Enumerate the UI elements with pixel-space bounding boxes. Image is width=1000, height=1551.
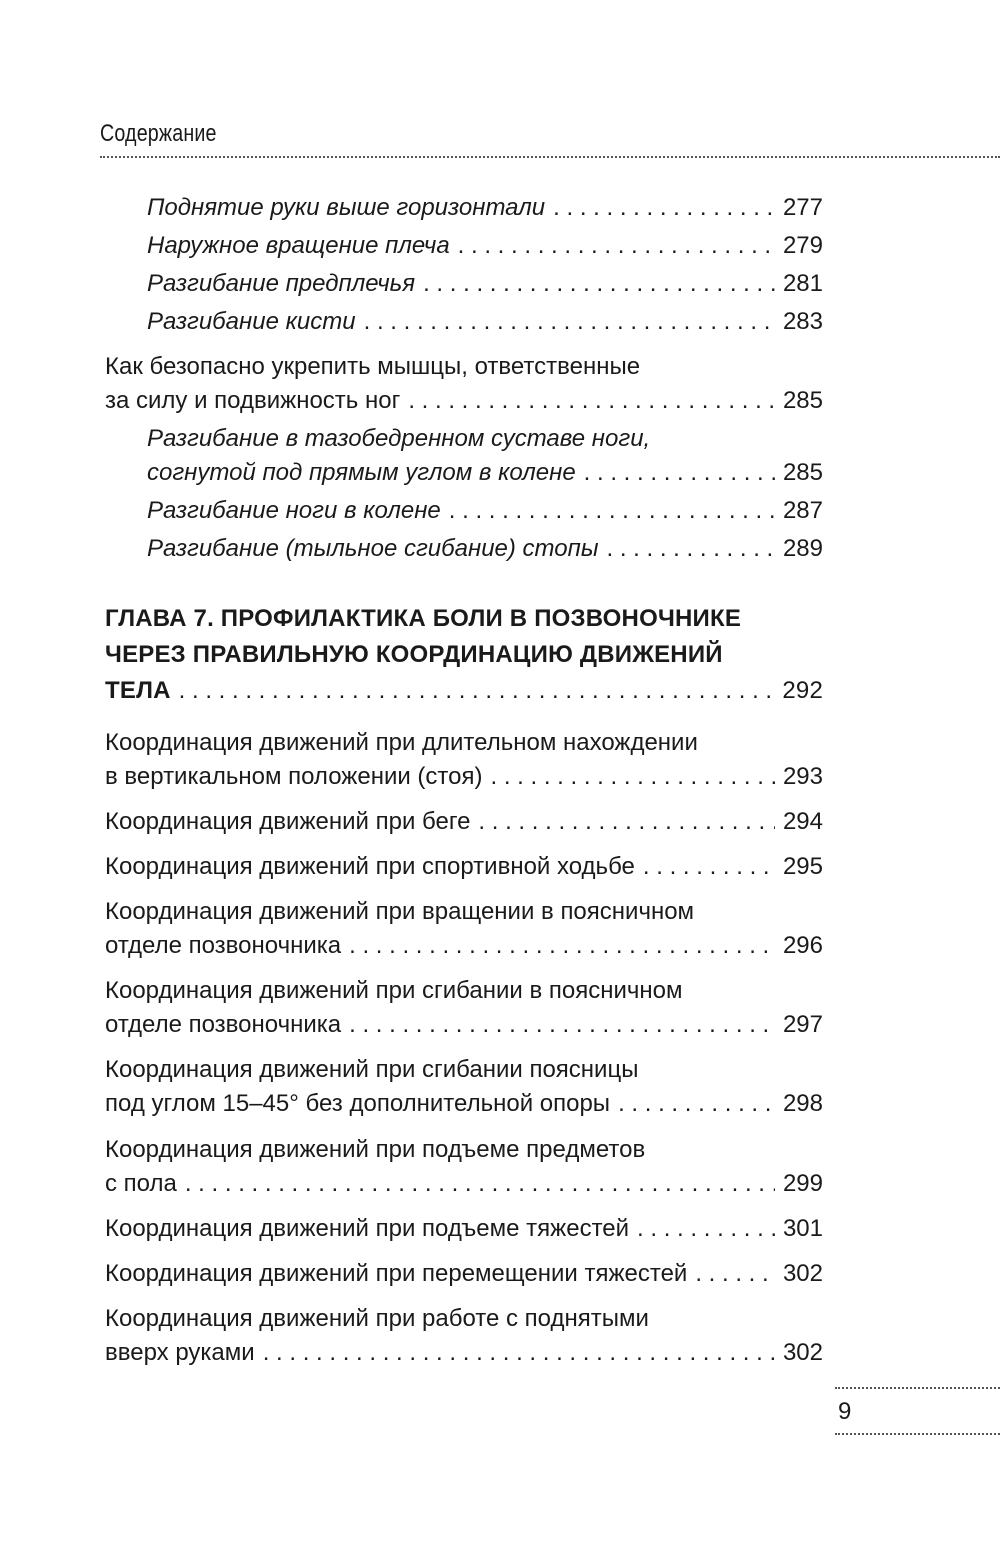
dot-leader xyxy=(478,805,775,839)
dot-leader xyxy=(490,760,774,794)
dot-leader xyxy=(607,532,775,566)
toc-entry-line xyxy=(105,1087,823,1121)
toc-page-number: 285 xyxy=(782,387,823,414)
toc-entry-line xyxy=(105,895,823,929)
page-number-rule-top xyxy=(835,1387,1000,1389)
toc-entry-title: Координация движений при сгибании в поясничном xyxy=(105,977,683,1004)
toc-entry xyxy=(105,1212,823,1246)
toc-entry-line xyxy=(147,191,823,225)
toc-entry-title: Координация движений при спортивной ходьбе xyxy=(105,853,635,880)
dot-leader xyxy=(637,1212,775,1246)
dot-leader xyxy=(263,1336,775,1370)
toc-entry-line xyxy=(105,1167,823,1201)
dot-leader xyxy=(423,267,775,301)
toc-entry-title: Координация движений при длительном нахождении xyxy=(105,729,698,756)
dot-leader xyxy=(695,1257,775,1291)
toc-entry-title: ГЛАВА 7. ПРОФИЛАКТИКА БОЛИ В ПОЗВОНОЧНИКЕ xyxy=(105,605,742,632)
dot-leader xyxy=(408,384,775,418)
toc-entry-title: Как безопасно укрепить мышцы, ответственные xyxy=(105,353,641,380)
toc-page-number: 295 xyxy=(782,853,823,880)
toc-entry-title: ЧЕРЕЗ ПРАВИЛЬНУЮ КООРДИНАЦИЮ ДВИЖЕНИЙ xyxy=(105,641,723,668)
toc-page-number: 302 xyxy=(782,1260,823,1287)
dot-leader xyxy=(349,929,775,963)
toc-entry xyxy=(105,850,823,884)
toc-entry-line xyxy=(147,532,823,566)
toc-entry xyxy=(105,974,823,1042)
toc-entry xyxy=(105,726,823,794)
toc-entry-title: отделе позвоночника xyxy=(105,1011,342,1038)
toc-entry-line xyxy=(147,267,823,301)
toc-entry-title: под углом 15–45° без дополнительной опоры xyxy=(105,1090,611,1117)
toc-entry-title: с пола xyxy=(105,1170,177,1197)
toc-page-number: 277 xyxy=(782,194,823,221)
toc-entry-line xyxy=(105,760,823,794)
toc-entry-title: Разгибание предплечья xyxy=(147,270,416,297)
toc-entry-title: Наружное вращение плеча xyxy=(147,232,450,259)
toc-entry-line xyxy=(105,805,823,839)
toc-page-number: 294 xyxy=(782,808,823,835)
toc-entry xyxy=(105,350,823,418)
toc-entry xyxy=(105,1053,823,1121)
toc-entry-title: Координация движений при подъеме тяжестей xyxy=(105,1215,630,1242)
dot-leader xyxy=(618,1087,775,1121)
toc-page-number: 293 xyxy=(782,763,823,790)
toc-entry-title: Разгибание ноги в колене xyxy=(147,497,441,524)
toc-page-number: 299 xyxy=(782,1170,823,1197)
toc-page-number: 285 xyxy=(782,459,823,486)
toc-entry-title: Координация движений при беге xyxy=(105,808,471,835)
toc-entry-line xyxy=(105,1133,823,1167)
toc-entry-line xyxy=(105,637,823,673)
toc-entry-line xyxy=(105,726,823,760)
dot-leader xyxy=(364,305,775,339)
toc-entry-line xyxy=(105,1008,823,1042)
toc-page-number: 298 xyxy=(782,1090,823,1117)
toc-chapter-entry xyxy=(105,601,823,709)
toc-entry-line xyxy=(147,229,823,263)
toc-entry-title: Поднятие руки выше горизонтали xyxy=(147,194,546,221)
dot-leader xyxy=(449,494,775,528)
dot-leader xyxy=(553,191,775,225)
toc-entry-line xyxy=(105,1257,823,1291)
toc-page-number: 302 xyxy=(782,1339,823,1366)
toc-page-number: 283 xyxy=(782,308,823,335)
dot-leader xyxy=(185,1167,775,1201)
toc-entry-line xyxy=(105,1336,823,1370)
dot-leader xyxy=(179,673,775,709)
toc-entry-title: в вертикальном положении (стоя) xyxy=(105,763,483,790)
toc-entry-title: ТЕЛА xyxy=(105,677,171,704)
toc-entry xyxy=(105,1133,823,1201)
toc-entry xyxy=(105,1257,823,1291)
toc-entry-line xyxy=(105,850,823,884)
page-number: 9 xyxy=(838,1398,852,1425)
toc-page-number: 279 xyxy=(782,232,823,259)
toc-entry-title: вверх руками xyxy=(105,1339,255,1366)
toc-entry xyxy=(147,422,823,490)
toc-entry-line xyxy=(105,1053,823,1087)
toc-entry-line xyxy=(147,422,823,456)
toc-entry-title: Координация движений при вращении в поясничном xyxy=(105,898,695,925)
toc-entry-title: Разгибание (тыльное сгибание) стопы xyxy=(147,535,599,562)
toc-entry xyxy=(147,267,823,301)
toc-entry xyxy=(147,305,823,339)
header-divider xyxy=(100,156,1000,158)
toc-entry-line xyxy=(105,673,823,709)
toc-entry-line xyxy=(105,350,823,384)
toc-page-number: 289 xyxy=(782,535,823,562)
toc-page-number: 287 xyxy=(782,497,823,524)
running-header: Содержание xyxy=(100,120,217,147)
toc-entry-line xyxy=(105,1302,823,1336)
toc-entry-title: за силу и подвижность ног xyxy=(105,387,401,414)
toc-entry-title: Разгибание в тазобедренном суставе ноги, xyxy=(147,425,651,452)
toc-entry-title: Координация движений при сгибании поясницы xyxy=(105,1056,639,1083)
toc-entry-title: отделе позвоночника xyxy=(105,932,342,959)
toc-page-number: 296 xyxy=(782,932,823,959)
toc-page-number: 292 xyxy=(782,677,823,704)
toc-entry-title: Координация движений при подъеме предметов xyxy=(105,1136,646,1163)
dot-leader xyxy=(458,229,775,263)
toc-entry-title: Координация движений при работе с поднятыми xyxy=(105,1305,649,1332)
toc-entry xyxy=(147,229,823,263)
dot-leader xyxy=(643,850,775,884)
toc-page-number: 297 xyxy=(782,1011,823,1038)
toc-entry-line xyxy=(105,974,823,1008)
page-number-rule-bottom xyxy=(835,1433,1000,1435)
toc-entry-title: Координация движений при перемещении тяжестей xyxy=(105,1260,688,1287)
toc-entry-title: согнутой под прямым углом в колене xyxy=(147,459,576,486)
toc-page-number: 281 xyxy=(782,270,823,297)
toc-entry xyxy=(105,895,823,963)
toc-entry-title: Разгибание кисти xyxy=(147,308,356,335)
toc-entry xyxy=(105,1302,823,1370)
dot-leader xyxy=(584,456,775,490)
toc-entry xyxy=(147,494,823,528)
toc-entry xyxy=(147,191,823,225)
dot-leader xyxy=(349,1008,775,1042)
toc-entry-line xyxy=(147,305,823,339)
toc-entry-line xyxy=(147,494,823,528)
toc-entry xyxy=(147,532,823,566)
toc-entry-line xyxy=(105,929,823,963)
toc-entry-line xyxy=(105,601,823,637)
toc-entry xyxy=(105,805,823,839)
toc-entry-line xyxy=(105,384,823,418)
toc-entry-line xyxy=(147,456,823,490)
toc-page-number: 301 xyxy=(782,1215,823,1242)
toc-entry-line xyxy=(105,1212,823,1246)
